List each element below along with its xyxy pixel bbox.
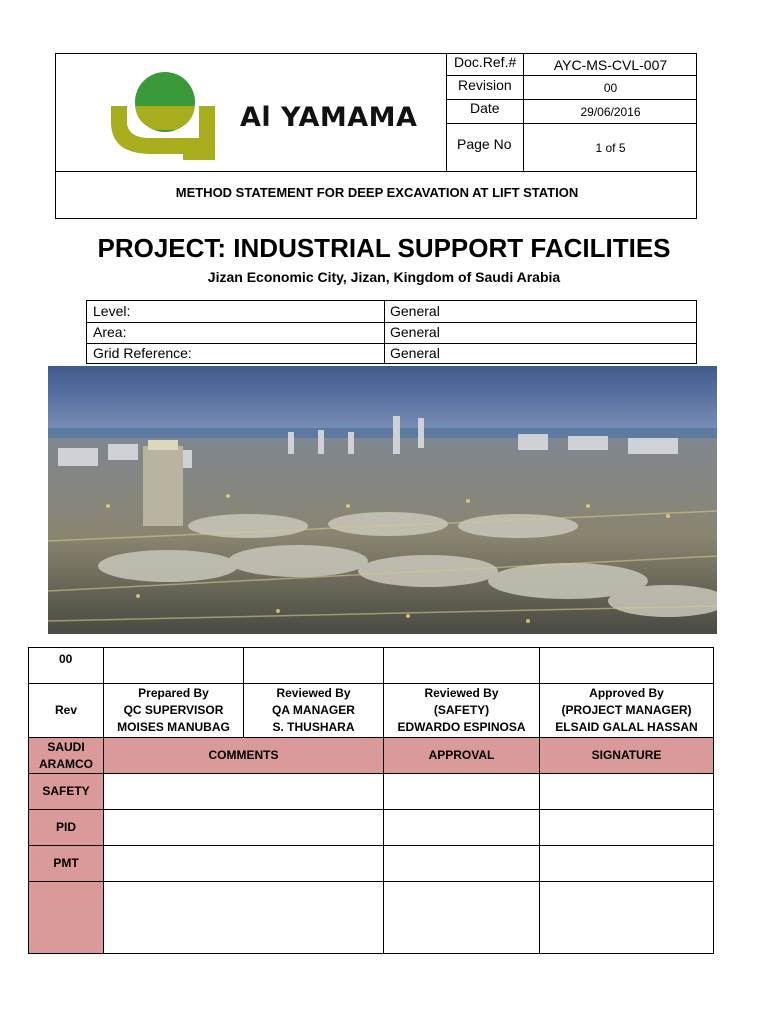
row-label: SAFETY [42,784,90,798]
signature-cell [540,774,714,810]
comments-label: COMMENTS [208,748,279,762]
prepared-by-name: MOISES MANUBAG [117,720,230,734]
info-value: General [390,345,440,361]
rev-label-cell [28,684,104,738]
page-no-label: Page No [457,136,512,152]
info-row-area [87,322,696,343]
signature-cell [540,846,714,882]
saudi-aramco-cell [28,738,104,774]
info-value: General [390,303,440,319]
approved-by-name: ELSAID GALAL HASSAN [555,720,698,734]
page-no-value: 1 of 5 [595,141,626,155]
info-row-grid [87,343,696,364]
company-name: Al YAMAMA [240,102,418,133]
approved-by-cell [540,684,714,738]
comments-header [104,738,384,774]
approval-table [28,647,714,954]
pmt-row-label [28,846,104,882]
approved-by-title: Approved By [589,686,664,700]
info-label: Level: [93,303,131,319]
approval-cell [384,846,540,882]
safety-row-label [28,774,104,810]
rev-label: Rev [54,703,77,717]
rev-number: 00 [59,652,73,666]
empty-cell [384,647,540,684]
empty-cell [244,647,384,684]
signature-label: SIGNATURE [591,748,662,762]
comment-cell [104,810,384,846]
info-table [86,300,697,364]
comment-cell [104,882,384,954]
info-value: General [390,324,440,340]
reviewed-safety-role: (SAFETY) [433,703,490,717]
company-logo [111,72,221,162]
reviewed-safety-name: EDWARDO ESPINOSA [397,720,526,734]
row-label: PID [55,820,76,834]
signature-cell [540,882,714,954]
project-title: PROJECT: INDUSTRIAL SUPPORT FACILITIES [97,233,671,263]
approval-header [384,738,540,774]
document-subject: METHOD STATEMENT FOR DEEP EXCAVATION AT LIFT STATION [175,185,579,200]
reviewed-by-cell [244,684,384,738]
info-label: Area: [93,324,127,340]
empty-cell [104,647,244,684]
info-row-level [87,301,696,322]
reviewed-by-name: S. THUSHARA [272,720,355,734]
doc-ref-value: AYC-MS-CVL-007 [553,57,668,73]
pid-row-label [28,810,104,846]
prepared-by-title: Prepared By [138,686,209,700]
reviewed-by-title: Reviewed By [276,686,351,700]
reviewed-by-role: QA MANAGER [272,703,355,717]
signature-cell [540,810,714,846]
approval-label: APPROVAL [428,748,495,762]
comment-cell [104,774,384,810]
reviewed-safety-cell [384,684,540,738]
prepared-by-cell [104,684,244,738]
saudi-aramco-label: SAUDI ARAMCO [39,739,94,771]
approval-cell [384,882,540,954]
empty-cell [540,647,714,684]
comment-cell [104,846,384,882]
approved-by-role: (PROJECT MANAGER) [561,703,692,717]
date-value: 29/06/2016 [580,105,641,119]
rev-number-cell [28,647,104,684]
revision-value: 00 [603,81,618,95]
approval-cell [384,774,540,810]
info-label: Grid Reference: [93,345,192,361]
prepared-by-role: QC SUPERVISOR [123,703,224,717]
revision-label: Revision [458,77,512,93]
project-location: Jizan Economic City, Jizan, Kingdom of Saudi Arabia [207,269,561,285]
row-label: PMT [53,856,79,870]
document-header [55,53,697,219]
industrial-facility-photo [48,366,717,634]
signature-header [540,738,714,774]
approval-cell [384,810,540,846]
doc-ref-label: Doc.Ref.# [454,54,517,70]
blank-row-label [28,882,104,954]
reviewed-safety-title: Reviewed By [424,686,499,700]
date-label: Date [470,100,500,116]
